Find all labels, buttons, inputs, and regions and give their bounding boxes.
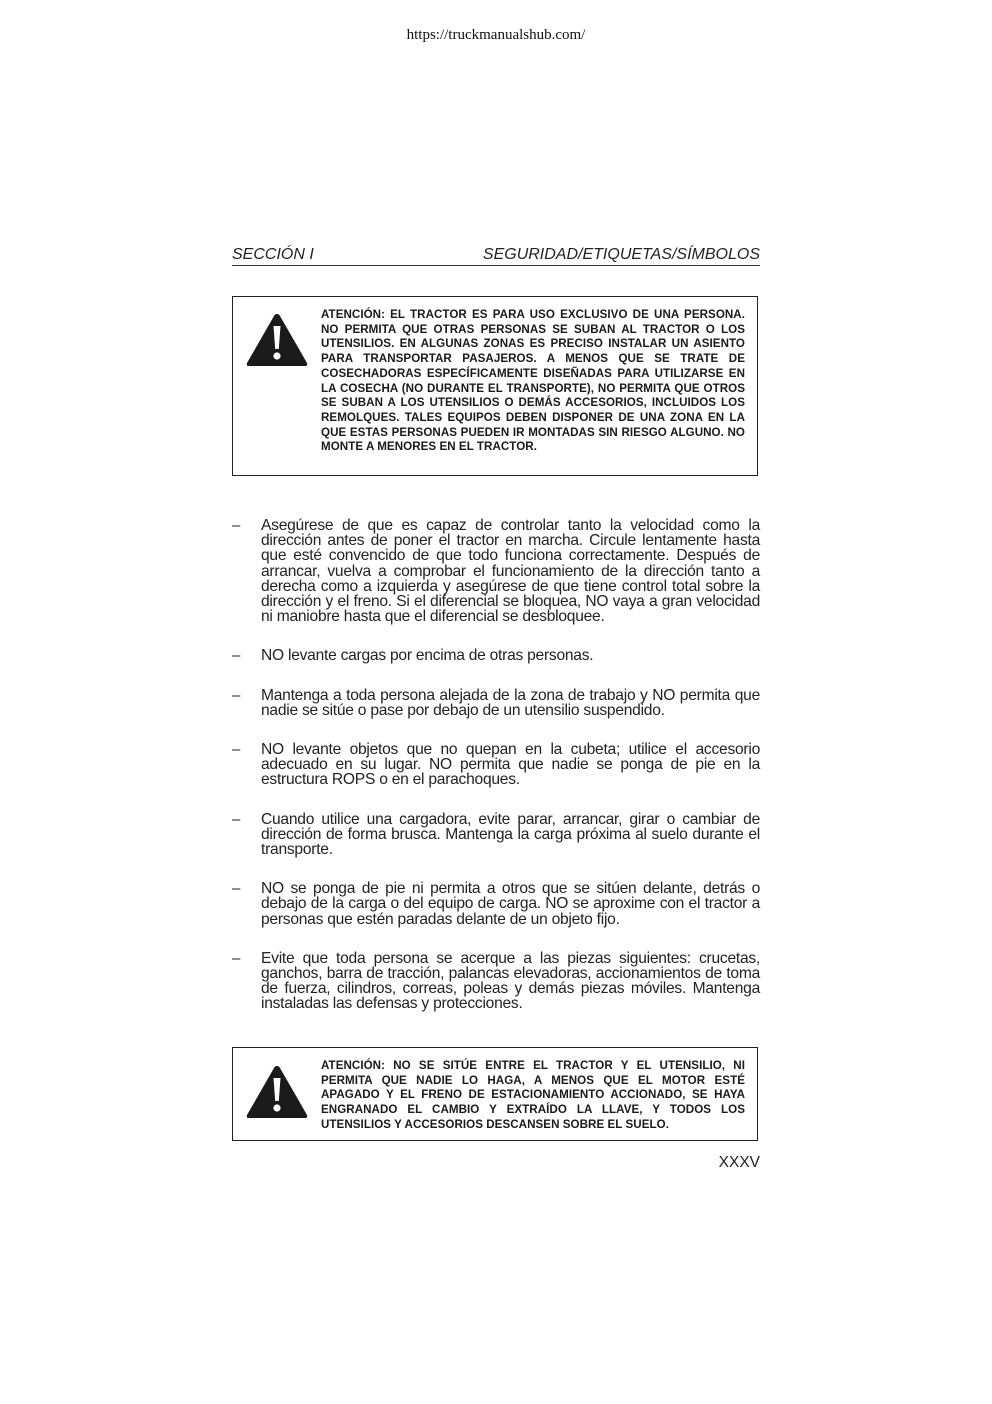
bullet-dash: –: [232, 647, 241, 665]
list-item: [232, 742, 760, 788]
list-item-text: Evite que toda persona se acerque a las piezas siguientes: crucetas, ganchos, barra de tracción, palancas elevadoras, accionamientos de toma de fuerza, cilindros, correas, poleas y demás piezas móviles. Mantenga instaladas las defensas y protecciones.: [261, 949, 760, 1013]
bullet-dash: –: [232, 517, 241, 534]
bullet-dash: –: [232, 880, 241, 898]
warning-box-passengers: [232, 296, 758, 476]
bullet-dash: –: [232, 949, 241, 967]
warning-text: ATENCIÓN: EL TRACTOR ES PARA USO EXCLUSIVO DE UNA PERSONA. NO PERMITA QUE OTRAS PERSONAS SE SUBAN AL TRACTOR O LOS UTENSILIOS. EN ALGUNAS ZONAS ES PRECISO INSTALAR UN ASIENTO PARA TRANSPORTAR PASAJEROS. A MENOS QUE SE TRATE DE COSECHADORAS ESPECÍFICAMENTE DISEÑADAS PARA UTILIZARSE EN LA COSECHA (NO DURANTE EL TRANSPORTE), NO PERMITA QUE OTROS SE SUBAN A LOS UTENSILIOS O DEMÁS ACCESORIOS, INCLUIDOS LOS REMOLQUES. TALES EQUIPOS DEBEN DISPONER DE UNA ZONA EN LA QUE ESTAS PERSONAS PUEDEN IR MONTADAS SIN RIESGO ALGUNO. NO MONTE A MENORES EN EL TRACTOR.: [321, 308, 745, 454]
warning-triangle-icon: [245, 312, 309, 368]
bullet-dash: –: [232, 810, 241, 828]
warning-triangle-icon: [245, 1064, 309, 1120]
bullet-dash: –: [232, 686, 241, 704]
bullet-dash: –: [232, 741, 241, 759]
list-item-text: Cuando utilice una cargadora, evite parar, arrancar, girar o cambiar de dirección de forma brusca. Mantenga la carga próxima al suelo durante el transporte.: [261, 810, 760, 859]
list-item: [232, 648, 760, 663]
page-number: XXXV: [718, 1154, 760, 1171]
list-item: [232, 951, 760, 1012]
list-item-text: Asegúrese de que es capaz de controlar tanto la velocidad como la dirección antes de poner el tractor en marcha. Circule lentamente hasta que esté convencido de que todo funciona correctamente. Después de arrancar, vuelva a comprobar el funcionamiento de la dirección tanto a derecha como a izquierda y asegúrese de que tiene control total sobre la dirección y el freno. Si el diferencial se bloquea, NO vaya a gran velocidad ni maniobre hasta que el diferencial se desbloquee.: [261, 517, 760, 626]
warning-text: ATENCIÓN: NO SE SITÚE ENTRE EL TRACTOR Y EL UTENSILIO, NI PERMITA QUE NADIE LO HAGA, A MENOS QUE EL MOTOR ESTÉ APAGADO Y EL FRENO DE ESTACIONAMIENTO ACCIONADO, SE HAYA ENGRANADO EL CAMBIO Y EXTRAÍDO LA LLAVE, Y TODOS LOS UTENSILIOS Y ACCESORIOS DESCANSEN SOBRE EL SUELO.: [321, 1059, 745, 1131]
list-item-text: NO se ponga de pie ni permita a otros que se sitúen delante, detrás o debajo de la carga o del equipo de carga. NO se aproxime con el tractor a personas que estén paradas delante de un objeto fijo.: [261, 880, 760, 928]
warning-box-implement: [232, 1047, 758, 1141]
list-item-text: Mantenga a toda persona alejada de la zona de trabajo y NO permita que nadie se sitúe o pase por debajo de un utensilio suspendido.: [261, 686, 760, 719]
page-header: [232, 246, 760, 266]
list-item: [232, 518, 760, 624]
section-label: SECCIÓN I: [232, 246, 314, 263]
source-url[interactable]: https://truckmanualshub.com/: [406, 27, 586, 43]
section-title: SEGURIDAD/ETIQUETAS/SÍMBOLOS: [482, 246, 760, 263]
list-item: [232, 688, 760, 718]
safety-instructions-list: [232, 518, 760, 1012]
list-item: [232, 881, 760, 927]
list-item-text: NO levante cargas por encima de otras personas.: [261, 647, 594, 665]
list-item-text: NO levante objetos que no quepan en la cubeta; utilice el accesorio adecuado en su lugar. NO permita que nadie se ponga de pie en la estructura ROPS o en el parachoques.: [261, 741, 760, 789]
list-item: [232, 812, 760, 858]
